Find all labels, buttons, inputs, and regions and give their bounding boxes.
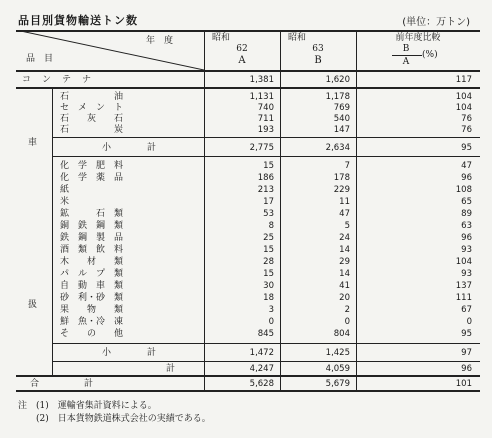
group2-row-b: 24 bbox=[339, 233, 350, 243]
group2-row-a: 15 bbox=[263, 245, 274, 255]
group1-subtotal-b: 2,634 bbox=[325, 143, 350, 153]
group1-row-b: 769 bbox=[333, 103, 350, 113]
header-ratio-unit: (%) bbox=[422, 50, 438, 60]
group1-row-a: 193 bbox=[257, 125, 274, 135]
group1-row-r: 104 bbox=[455, 103, 472, 113]
group1-row-b: 1,178 bbox=[325, 92, 350, 102]
group2-row-r: 137 bbox=[455, 281, 472, 291]
group2-row-b: 41 bbox=[339, 281, 350, 291]
group2-row-r: 65 bbox=[461, 197, 472, 207]
container-b: 1,620 bbox=[325, 75, 350, 85]
freight-table bbox=[16, 30, 480, 392]
note-2: (2) 日本貨物鉄道株式会社の実績である。 bbox=[18, 414, 211, 424]
group2-row-b: 14 bbox=[339, 245, 350, 255]
header-col-b-year: 63 bbox=[312, 44, 324, 54]
group1-row-label: 石 油 bbox=[60, 92, 124, 102]
header-ratio-title: 前年度比較 bbox=[395, 33, 441, 43]
group2-row-b: 0 bbox=[344, 317, 350, 327]
group1-row-label: セ メ ン ト bbox=[60, 103, 124, 113]
container-r: 117 bbox=[455, 75, 472, 85]
group2-row-b: 47 bbox=[339, 209, 350, 219]
group1-subtotal-label: 小 計 bbox=[102, 143, 157, 153]
group2-row-b: 804 bbox=[333, 329, 350, 339]
group2-bottom-border bbox=[52, 361, 480, 362]
group2-row-b: 229 bbox=[333, 185, 350, 195]
group2-row-a: 213 bbox=[257, 185, 274, 195]
group2-row-label: 果 物 類 bbox=[60, 305, 124, 315]
kei-bottom-border bbox=[16, 375, 480, 377]
header-col-a-letter: A bbox=[238, 55, 246, 66]
group2-row-a: 17 bbox=[263, 197, 274, 207]
group1-bottom-border bbox=[52, 156, 480, 157]
group2-row-r: 96 bbox=[461, 233, 472, 243]
group2-subtotal-b: 1,425 bbox=[325, 348, 350, 358]
group2-row-label: 自 動 車 類 bbox=[60, 281, 124, 291]
group2-row-a: 186 bbox=[257, 173, 274, 183]
group2-row-a: 0 bbox=[268, 317, 274, 327]
group2-row-label: 米 bbox=[60, 197, 70, 207]
group1-row-a: 740 bbox=[257, 103, 274, 113]
header-hinmoku: 品 目 bbox=[26, 54, 54, 64]
header-col-b-era: 昭和 bbox=[288, 33, 307, 43]
group1-row-r: 104 bbox=[455, 92, 472, 102]
group2-row-r: 63 bbox=[461, 221, 472, 231]
container-a: 1,381 bbox=[249, 75, 274, 85]
header-nendo: 年 度 bbox=[146, 36, 174, 46]
group2-row-label: 化 学 薬 品 bbox=[60, 173, 124, 183]
group2-row-b: 11 bbox=[339, 197, 350, 207]
group2-row-a: 15 bbox=[263, 269, 274, 279]
group1-row-a: 711 bbox=[257, 114, 274, 124]
group2-row-a: 30 bbox=[263, 281, 274, 291]
group2-row-b: 2 bbox=[344, 305, 350, 315]
kei-a: 4,247 bbox=[249, 364, 274, 374]
group1-row-r: 76 bbox=[461, 114, 472, 124]
group2-row-label: 鉄 鋼 製 品 bbox=[60, 233, 124, 243]
group2-row-r: 95 bbox=[461, 329, 472, 339]
group2-row-a: 25 bbox=[263, 233, 274, 243]
header-col-b-letter: B bbox=[314, 55, 322, 66]
group1-row-r: 76 bbox=[461, 125, 472, 135]
group2-row-b: 7 bbox=[344, 161, 350, 171]
table-bottom-border bbox=[16, 390, 480, 392]
kei-label: 計 bbox=[166, 364, 176, 374]
group2-row-label: 酒 類 飲 料 bbox=[60, 245, 124, 255]
group2-row-r: 47 bbox=[461, 161, 472, 171]
header-ratio-num: B bbox=[402, 44, 410, 54]
group2-row-r: 93 bbox=[461, 269, 472, 279]
header-diagonal bbox=[16, 30, 204, 70]
group2-row-r: 104 bbox=[455, 257, 472, 267]
total-label: 合 計 bbox=[30, 379, 94, 389]
group1-label: 車 bbox=[28, 138, 38, 148]
group1-row-b: 147 bbox=[333, 125, 350, 135]
total-b: 5,679 bbox=[325, 379, 350, 389]
group2-row-label: 紙 bbox=[60, 185, 70, 195]
header-bottom-border bbox=[16, 70, 480, 72]
group2-row-a: 15 bbox=[263, 161, 274, 171]
group2-row-b: 14 bbox=[339, 269, 350, 279]
unit-label: (単位：万トン) bbox=[402, 17, 470, 28]
kei-r: 96 bbox=[461, 364, 472, 374]
group2-row-a: 845 bbox=[257, 329, 274, 339]
group2-row-label: 銅 鉄 鋼 類 bbox=[60, 221, 124, 231]
container-label: コ ン テ ナ bbox=[22, 75, 93, 85]
group2-subtotal-top-border bbox=[52, 343, 480, 344]
kei-b: 4,059 bbox=[325, 364, 350, 374]
group2-row-a: 8 bbox=[268, 221, 274, 231]
group2-row-b: 20 bbox=[339, 293, 350, 303]
group2-row-b: 29 bbox=[339, 257, 350, 267]
group2-row-r: 89 bbox=[461, 209, 472, 219]
group2-row-label: 砂 利・砂 類 bbox=[60, 293, 124, 303]
group2-row-r: 93 bbox=[461, 245, 472, 255]
group2-subtotal-r: 97 bbox=[461, 348, 472, 358]
group2-row-label: そ の 他 bbox=[60, 329, 124, 339]
group2-row-r: 111 bbox=[455, 293, 472, 303]
group2-row-a: 28 bbox=[263, 257, 274, 267]
header-col-a-era: 昭和 bbox=[212, 33, 231, 43]
group1-subtotal-a: 2,775 bbox=[249, 143, 274, 153]
group2-row-label: 鉱 石 類 bbox=[60, 209, 124, 219]
group2-row-label: 鮮 魚・冷 凍 bbox=[60, 317, 124, 327]
group1-row-a: 1,131 bbox=[249, 92, 274, 102]
group2-row-a: 3 bbox=[268, 305, 274, 315]
group1-row-label: 石 灰 石 bbox=[60, 114, 124, 124]
group1-row-label: 石 炭 bbox=[60, 125, 124, 135]
group2-label: 扱 bbox=[28, 300, 38, 310]
note-1: 注 (1) 運輸省集計資料による。 bbox=[18, 401, 157, 411]
header-col-a-year: 62 bbox=[236, 44, 248, 54]
group2-row-a: 18 bbox=[263, 293, 274, 303]
group2-subtotal-label: 小 計 bbox=[102, 348, 157, 358]
header-ratio-den: A bbox=[402, 57, 410, 67]
header-ratio-fraction-line bbox=[392, 55, 422, 56]
group-label-border bbox=[52, 87, 53, 375]
notes bbox=[18, 400, 211, 426]
group2-row-b: 178 bbox=[333, 173, 350, 183]
group2-row-r: 108 bbox=[455, 185, 472, 195]
group2-row-r: 67 bbox=[461, 305, 472, 315]
group2-row-label: パ ル プ 類 bbox=[60, 269, 124, 279]
group2-subtotal-a: 1,472 bbox=[249, 348, 274, 358]
total-r: 101 bbox=[455, 379, 472, 389]
group2-row-label: 木 材 類 bbox=[60, 257, 124, 267]
group1-subtotal-top-border bbox=[52, 137, 480, 138]
group1-row-b: 540 bbox=[333, 114, 350, 124]
group2-row-r: 96 bbox=[461, 173, 472, 183]
group2-row-label: 化 学 肥 料 bbox=[60, 161, 124, 171]
group2-row-r: 0 bbox=[466, 317, 472, 327]
total-a: 5,628 bbox=[249, 379, 274, 389]
page-title: 品目別貨物輸送トン数 bbox=[18, 14, 138, 27]
container-bottom-border bbox=[16, 87, 480, 89]
group2-row-b: 5 bbox=[344, 221, 350, 231]
group2-row-a: 53 bbox=[263, 209, 274, 219]
group1-subtotal-r: 95 bbox=[461, 143, 472, 153]
